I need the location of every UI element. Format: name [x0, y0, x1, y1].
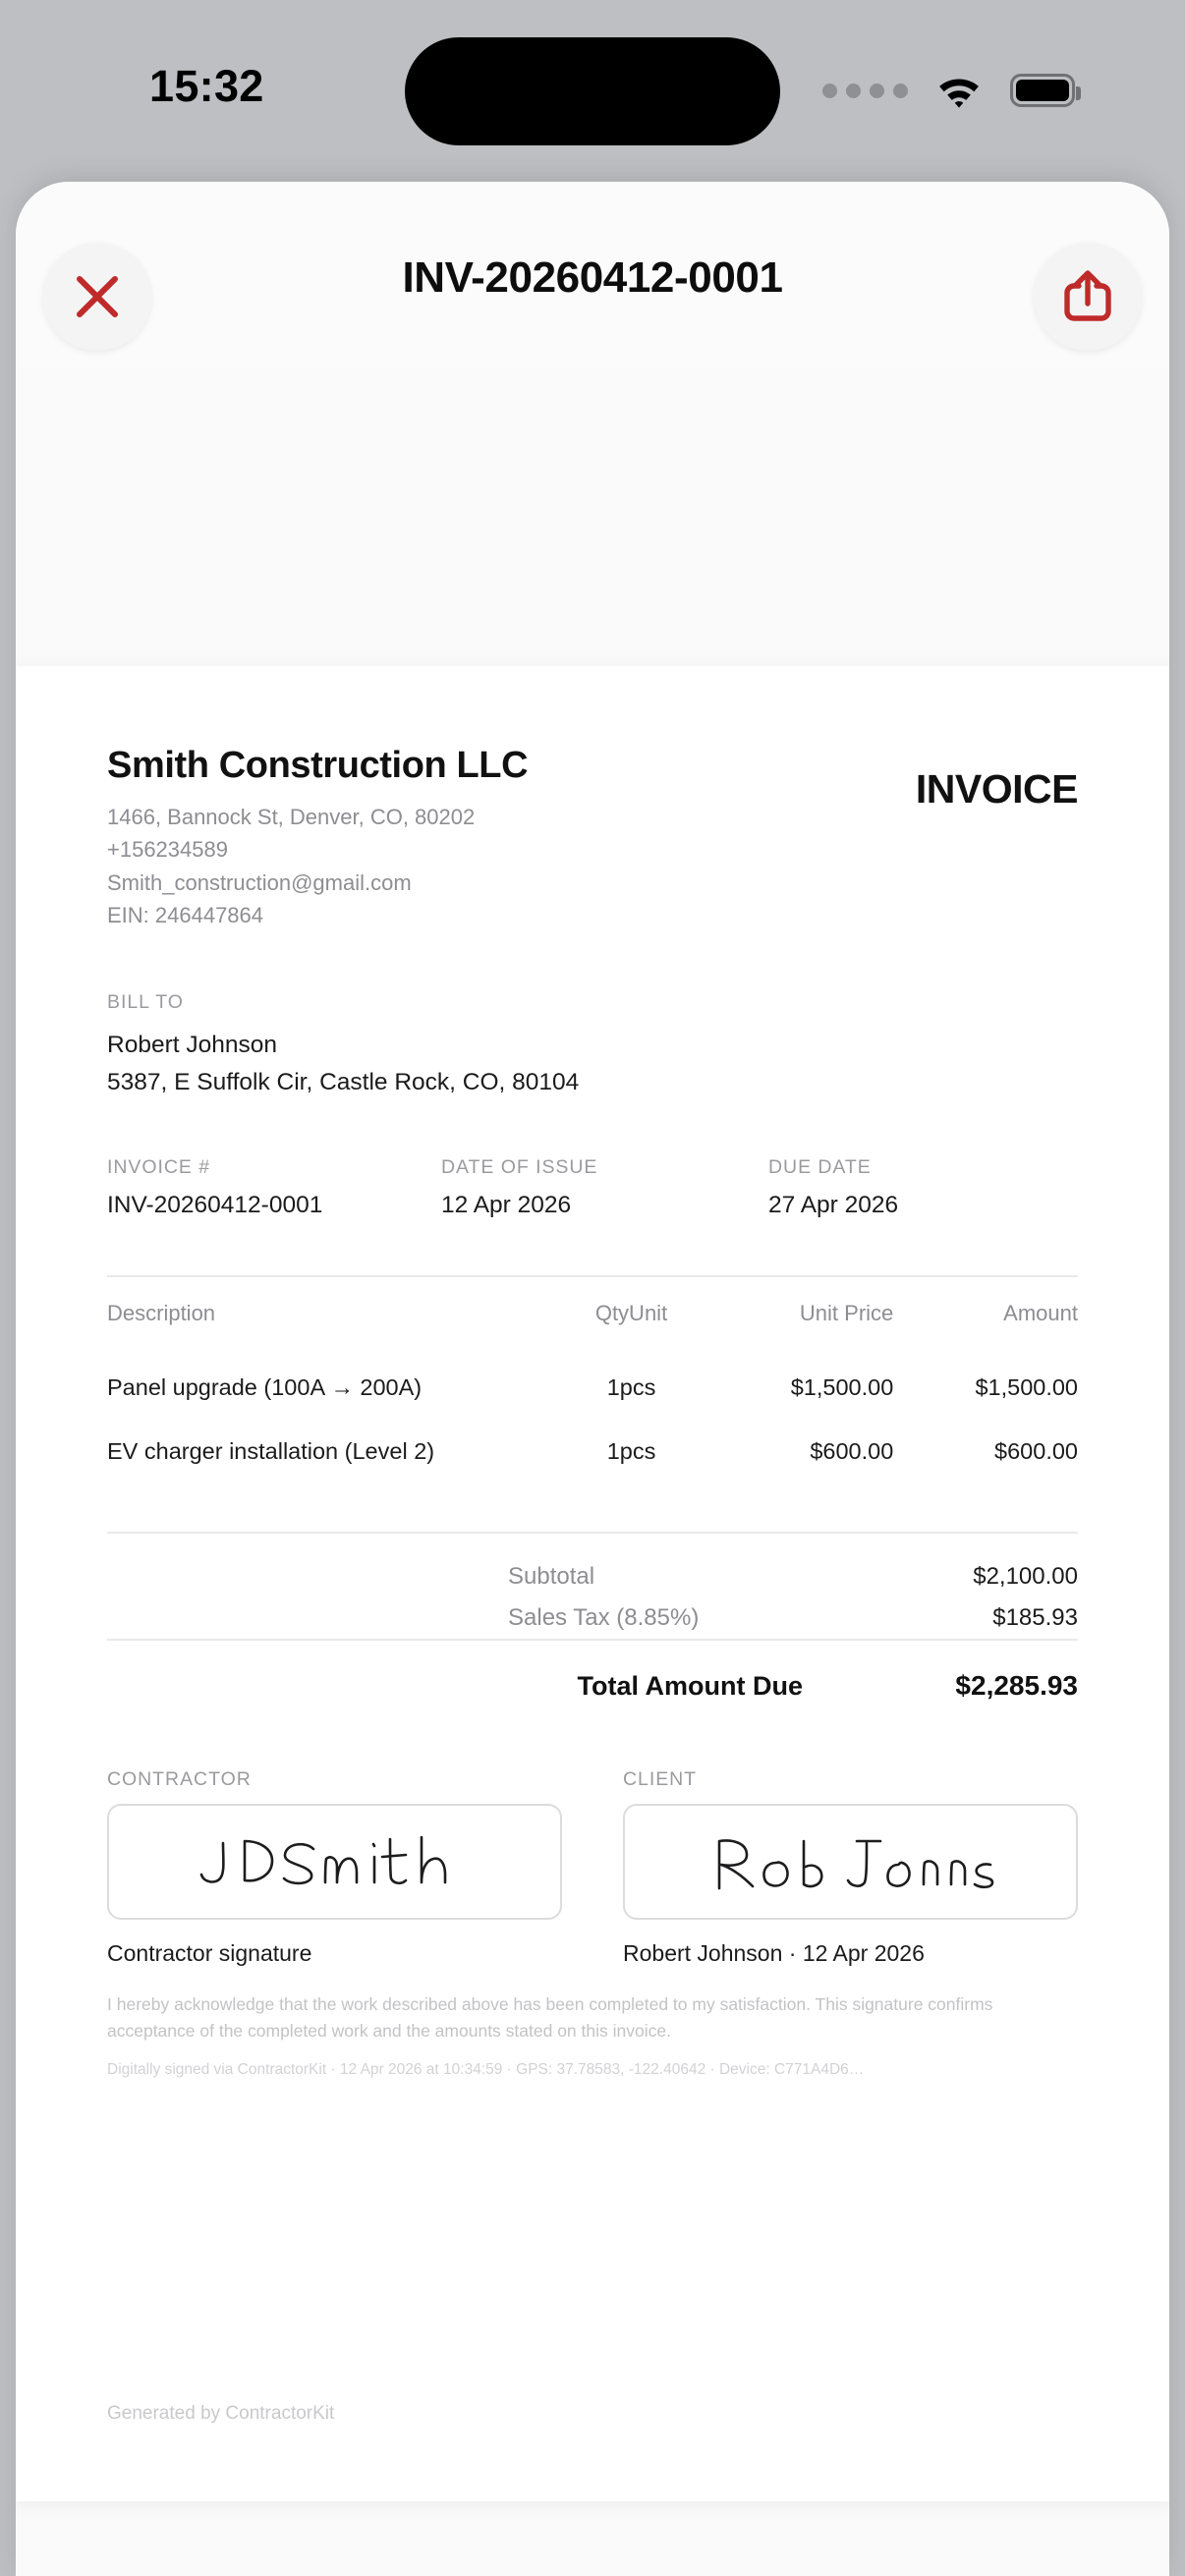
status-indicators [822, 71, 1075, 110]
invoice-document [16, 666, 1169, 2501]
grand-total-label: Total Amount Due [577, 1671, 803, 1702]
page-title: INV-20260412-0001 [402, 253, 783, 302]
client-label: CLIENT [623, 1768, 698, 1791]
legal-acknowledgement-text: I hereby acknowledge that the work described above has been completed to my satisfaction. This signature confirms acceptance of the completed work and the amounts stated on this invoice. [107, 1994, 993, 2041]
company-phone: +156234589 [107, 837, 228, 863]
signal-dots-icon [822, 84, 908, 98]
client-signature-box[interactable] [623, 1804, 1078, 1920]
item-qty: 1pcs [606, 1374, 656, 1401]
table-row [107, 1420, 1078, 1484]
battery-full-icon [1010, 74, 1075, 107]
digital-signature-audit-text: Digitally signed via ContractorKit · 12 Apr 2026 at 10:34:59 · GPS: 37.78583, -122.40642 · Device: C771A4D6… [107, 2061, 865, 2079]
sales-tax-label: Sales Tax (8.85%) [508, 1604, 700, 1632]
item-description: EV charger installation (Level 2) [107, 1438, 435, 1465]
client-signature-caption: Robert Johnson · 12 Apr 2026 [623, 1940, 925, 1967]
status-bar [0, 0, 1185, 182]
company-address: 1466, Bannock St, Denver, CO, 80202 [107, 805, 476, 829]
sales-tax-row [107, 1597, 1078, 1639]
meta-value: 27 Apr 2026 [768, 1192, 899, 1219]
subtotal-row [107, 1556, 1078, 1597]
item-amount: $1,500.00 [975, 1374, 1078, 1401]
invoice-sheet [16, 182, 1169, 2576]
client-address: 5387, E Suffolk Cir, Castle Rock, CO, 80104 [107, 1068, 580, 1095]
handwritten-signature-icon [694, 1818, 1008, 1906]
invoice-meta [107, 1156, 1078, 1219]
table-row [107, 1356, 1078, 1420]
company-name: Smith Construction LLC [107, 745, 529, 786]
column-header-description: Description [107, 1301, 216, 1326]
meta-value: 12 Apr 2026 [441, 1192, 572, 1219]
contractor-signature-caption: Contractor signature [107, 1940, 312, 1967]
meta-invoice-number [107, 1156, 441, 1219]
company-block [107, 745, 528, 932]
company-email: Smith_construction@gmail.com [107, 869, 412, 895]
wifi-icon [933, 71, 985, 110]
grand-total-value: $2,285.93 [955, 1670, 1078, 1702]
share-button[interactable] [1034, 243, 1142, 351]
signatures-section [107, 1768, 1078, 1967]
meta-label: INVOICE # [107, 1156, 210, 1179]
status-time: 15:32 [149, 61, 264, 111]
generated-by-footer: Generated by ContractorKit [107, 2403, 335, 2425]
invoice-header [107, 745, 1078, 932]
meta-label: DUE DATE [768, 1156, 872, 1179]
bill-to-label: BILL TO [107, 990, 184, 1013]
item-unit-price: $1,500.00 [790, 1374, 894, 1401]
item-amount: $600.00 [994, 1438, 1078, 1465]
item-unit-price: $600.00 [810, 1438, 894, 1465]
meta-value: INV-20260412-0001 [107, 1192, 323, 1219]
contractor-signature-block [107, 1768, 562, 1967]
client-name: Robert Johnson [107, 1031, 277, 1058]
table-header-row [107, 1277, 1078, 1356]
divider-above-totals [107, 1532, 1078, 1534]
client-signature-block [623, 1768, 1078, 1967]
meta-due-date [768, 1156, 898, 1219]
grand-total-row [107, 1641, 1078, 1711]
contractor-signature-box[interactable] [107, 1804, 562, 1920]
company-ein: EIN: 246447864 [107, 903, 264, 928]
item-description: Panel upgrade (100A → 200A) [107, 1374, 423, 1401]
document-type-label: INVOICE [915, 766, 1078, 812]
meta-date-of-issue [441, 1156, 768, 1219]
bill-to-block [107, 991, 1078, 1101]
column-header-qty: QtyUnit [594, 1301, 668, 1326]
meta-label: DATE OF ISSUE [441, 1156, 598, 1179]
line-items-table [107, 1277, 1078, 1484]
dynamic-island [405, 37, 780, 145]
item-qty: 1pcs [606, 1438, 656, 1465]
share-icon [1061, 268, 1114, 325]
contractor-label: CONTRACTOR [107, 1768, 252, 1791]
sales-tax-value: $185.93 [992, 1604, 1078, 1632]
totals-block [107, 1556, 1078, 1711]
subtotal-label: Subtotal [508, 1563, 595, 1591]
column-header-amount: Amount [1003, 1301, 1078, 1326]
subtotal-value: $2,100.00 [973, 1563, 1078, 1591]
handwritten-signature-icon [188, 1818, 482, 1906]
sheet-navbar [16, 182, 1169, 368]
column-header-unit-price: Unit Price [799, 1301, 894, 1326]
